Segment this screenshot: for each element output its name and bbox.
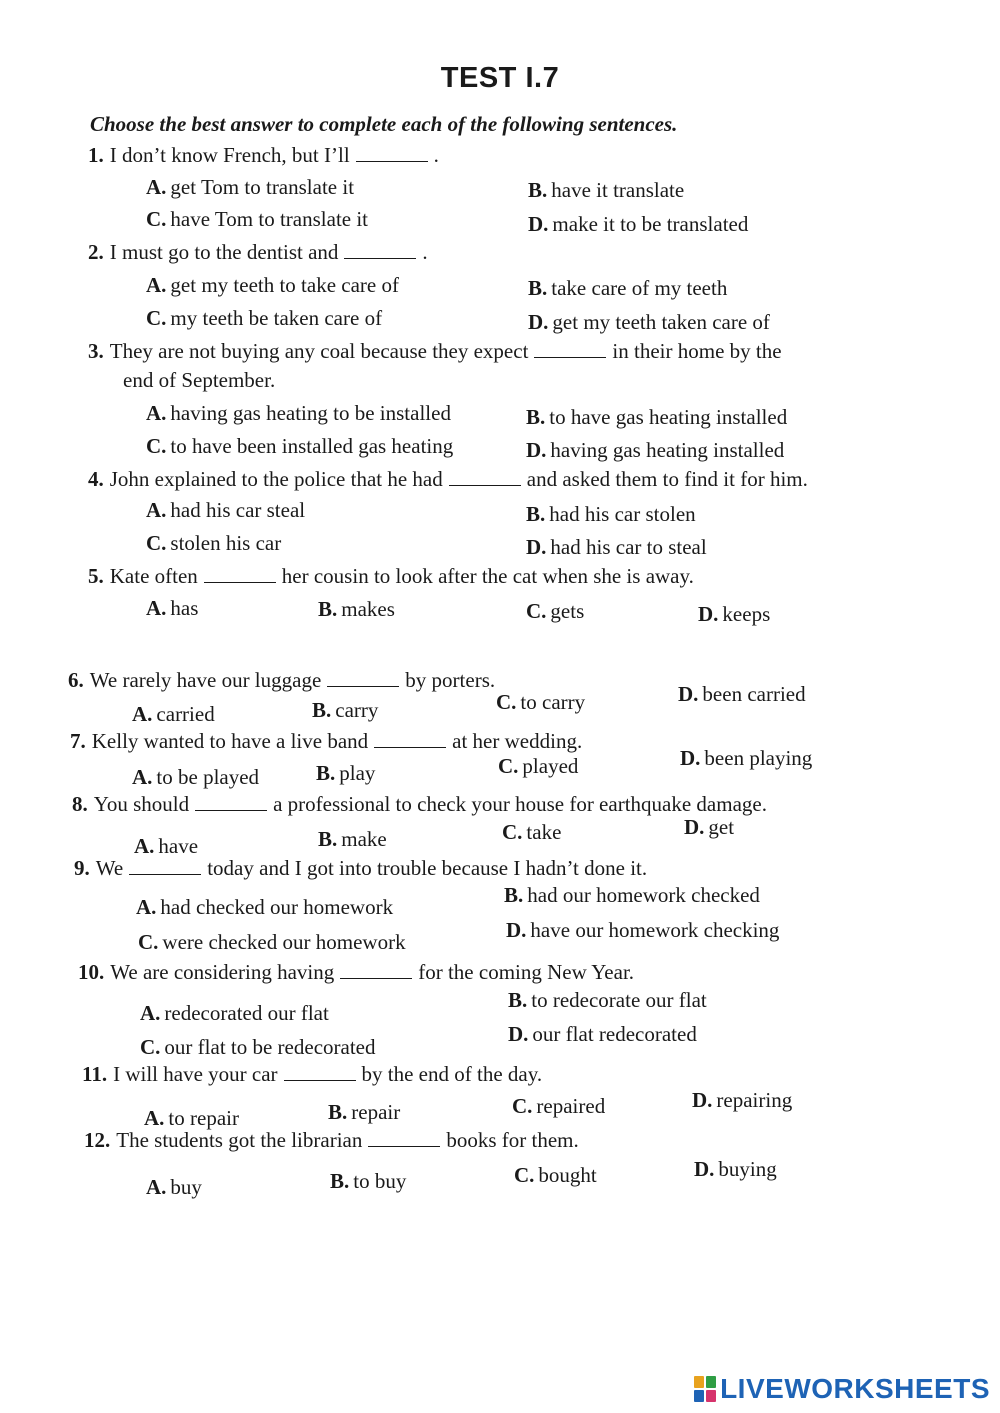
option-text: play bbox=[339, 761, 376, 785]
question-3 bbox=[88, 339, 782, 364]
option-text: our flat to be redecorated bbox=[164, 1035, 376, 1059]
question-text-after: a professional to check your house for earthquake damage. bbox=[273, 792, 767, 816]
option-letter: B. bbox=[312, 698, 332, 722]
option-text: have Tom to translate it bbox=[170, 207, 369, 231]
option-letter: C. bbox=[140, 1035, 161, 1059]
option-b[interactable] bbox=[330, 1169, 406, 1194]
option-c[interactable] bbox=[138, 930, 406, 955]
option-text: my teeth be taken care of bbox=[170, 306, 383, 330]
option-letter: A. bbox=[146, 401, 167, 425]
option-d[interactable] bbox=[698, 602, 770, 627]
option-letter: A. bbox=[144, 1106, 165, 1130]
question-number: 2. bbox=[88, 240, 104, 264]
question-number: 7. bbox=[70, 729, 86, 753]
option-letter: C. bbox=[502, 820, 523, 844]
answer-blank[interactable] bbox=[195, 792, 267, 811]
option-letter: B. bbox=[504, 883, 524, 907]
question-12 bbox=[84, 1128, 579, 1153]
option-letter: C. bbox=[146, 531, 167, 555]
question-text-before: We rarely have our luggage bbox=[89, 668, 322, 692]
option-d[interactable] bbox=[694, 1157, 777, 1182]
option-text: had checked our homework bbox=[160, 895, 394, 919]
option-letter: C. bbox=[146, 207, 167, 231]
question-10 bbox=[78, 960, 634, 985]
answer-blank[interactable] bbox=[356, 143, 428, 162]
option-d[interactable] bbox=[684, 815, 734, 840]
option-text: having gas heating to be installed bbox=[170, 401, 451, 425]
option-letter: D. bbox=[698, 602, 719, 626]
question-text-before: I don’t know French, but I’ll bbox=[109, 143, 350, 167]
option-letter: A. bbox=[146, 175, 167, 199]
option-letter: D. bbox=[526, 438, 547, 462]
question-4 bbox=[88, 467, 808, 492]
option-letter: B. bbox=[508, 988, 528, 1012]
option-letter: D. bbox=[678, 682, 699, 706]
option-text: to redecorate our flat bbox=[531, 988, 707, 1012]
answer-blank[interactable] bbox=[129, 856, 201, 875]
question-number: 11. bbox=[82, 1062, 108, 1086]
option-text: repaired bbox=[536, 1094, 606, 1118]
brand-name: LIVEWORKSHEETS bbox=[720, 1373, 990, 1404]
option-text: get bbox=[708, 815, 735, 839]
option-c[interactable] bbox=[146, 434, 453, 459]
question-text-after: at her wedding. bbox=[452, 729, 583, 753]
option-d[interactable] bbox=[678, 682, 806, 707]
question-9 bbox=[74, 856, 647, 881]
option-letter: C. bbox=[138, 930, 159, 954]
option-d[interactable] bbox=[692, 1088, 792, 1113]
question-text-after: by the end of the day. bbox=[361, 1062, 543, 1086]
option-b[interactable] bbox=[316, 761, 375, 786]
option-text: to be played bbox=[156, 765, 260, 789]
question-11 bbox=[82, 1062, 542, 1087]
option-letter: A. bbox=[140, 1001, 161, 1025]
option-letter: C. bbox=[496, 690, 517, 714]
option-text: have our homework checking bbox=[530, 918, 780, 942]
option-letter: D. bbox=[692, 1088, 713, 1112]
option-a[interactable] bbox=[132, 765, 259, 790]
question-text-before: Kelly wanted to have a live band bbox=[91, 729, 369, 753]
option-text: make bbox=[341, 827, 387, 851]
question-text-after: her cousin to look after the cat when she is away. bbox=[281, 564, 694, 588]
option-b[interactable] bbox=[528, 178, 684, 203]
option-b[interactable] bbox=[328, 1100, 400, 1125]
option-letter: D. bbox=[526, 535, 547, 559]
option-letter: D. bbox=[528, 310, 549, 334]
option-text: repair bbox=[351, 1100, 401, 1124]
page-title: TEST I.7 bbox=[440, 62, 560, 94]
option-letter: B. bbox=[328, 1100, 348, 1124]
question-1 bbox=[88, 143, 439, 168]
option-text: repairing bbox=[716, 1088, 793, 1112]
option-text: have bbox=[158, 834, 199, 858]
option-letter: D. bbox=[508, 1022, 529, 1046]
option-letter: A. bbox=[146, 273, 167, 297]
option-d[interactable] bbox=[528, 212, 748, 237]
question-text-after: books for them. bbox=[446, 1128, 579, 1152]
option-a[interactable] bbox=[146, 273, 399, 298]
question-text-before: Kate often bbox=[109, 564, 198, 588]
option-letter: B. bbox=[330, 1169, 350, 1193]
option-text: were checked our homework bbox=[162, 930, 406, 954]
option-letter: C. bbox=[498, 754, 519, 778]
option-letter: B. bbox=[316, 761, 336, 785]
option-letter: D. bbox=[506, 918, 527, 942]
option-letter: A. bbox=[134, 834, 155, 858]
question-6 bbox=[68, 668, 495, 693]
question-text-before: I must go to the dentist and bbox=[109, 240, 339, 264]
option-letter: A. bbox=[146, 596, 167, 620]
question-text-before: We are considering having bbox=[110, 960, 335, 984]
option-text: buy bbox=[170, 1175, 202, 1199]
answer-blank[interactable] bbox=[344, 240, 416, 259]
option-d[interactable] bbox=[528, 310, 770, 335]
option-a[interactable] bbox=[132, 702, 215, 727]
option-b[interactable] bbox=[526, 502, 696, 527]
option-text: had our homework checked bbox=[527, 883, 760, 907]
option-text: get my teeth taken care of bbox=[552, 310, 770, 334]
question-number: 5. bbox=[88, 564, 104, 588]
question-2 bbox=[88, 240, 428, 265]
question-text-before: You should bbox=[93, 792, 190, 816]
option-c[interactable] bbox=[140, 1035, 375, 1060]
question-7 bbox=[70, 729, 582, 754]
option-text: had his car stolen bbox=[549, 502, 696, 526]
option-text: stolen his car bbox=[170, 531, 282, 555]
option-b[interactable] bbox=[526, 405, 787, 430]
option-b[interactable] bbox=[318, 827, 387, 852]
question-text-after: for the coming New Year. bbox=[418, 960, 635, 984]
option-text: make it to be translated bbox=[552, 212, 749, 236]
option-c[interactable] bbox=[502, 820, 561, 845]
option-text: to buy bbox=[353, 1169, 407, 1193]
option-c[interactable] bbox=[526, 599, 584, 624]
option-letter: D. bbox=[528, 212, 549, 236]
option-c[interactable] bbox=[512, 1094, 605, 1119]
option-text: take bbox=[526, 820, 562, 844]
answer-blank[interactable] bbox=[449, 467, 521, 486]
option-b[interactable] bbox=[318, 597, 395, 622]
option-text: get my teeth to take care of bbox=[170, 273, 399, 297]
option-c[interactable] bbox=[498, 754, 578, 779]
option-letter: D. bbox=[680, 746, 701, 770]
option-letter: B. bbox=[526, 405, 546, 429]
question-text-after: . bbox=[422, 240, 428, 264]
option-letter: A. bbox=[146, 1175, 167, 1199]
option-text: to have gas heating installed bbox=[549, 405, 788, 429]
question-continuation: end of September. bbox=[123, 368, 276, 392]
option-a[interactable] bbox=[146, 175, 354, 200]
option-c[interactable] bbox=[146, 306, 382, 331]
option-text: makes bbox=[341, 597, 395, 621]
option-letter: B. bbox=[318, 597, 338, 621]
option-b[interactable] bbox=[528, 276, 727, 301]
question-text-after: and asked them to find it for him. bbox=[526, 467, 808, 491]
option-text: carried bbox=[156, 702, 215, 726]
option-letter: D. bbox=[694, 1157, 715, 1181]
option-text: get Tom to translate it bbox=[170, 175, 355, 199]
option-text: keeps bbox=[722, 602, 771, 626]
instructions: Choose the best answer to complete each of the following sentences. bbox=[90, 112, 678, 136]
question-5 bbox=[88, 564, 694, 589]
option-d[interactable] bbox=[508, 1022, 697, 1047]
option-c[interactable] bbox=[146, 531, 281, 556]
option-text: to have been installed gas heating bbox=[170, 434, 454, 458]
question-text-after: . bbox=[433, 143, 439, 167]
option-a[interactable] bbox=[140, 1001, 329, 1026]
option-text: had his car to steal bbox=[550, 535, 707, 559]
question-number: 1. bbox=[88, 143, 104, 167]
option-b[interactable] bbox=[508, 988, 707, 1013]
question-text-before: The students got the librarian bbox=[116, 1128, 363, 1152]
option-letter: B. bbox=[528, 178, 548, 202]
option-b[interactable] bbox=[504, 883, 760, 908]
option-a[interactable] bbox=[146, 498, 305, 523]
answer-blank[interactable] bbox=[368, 1128, 440, 1147]
option-a[interactable] bbox=[146, 596, 198, 621]
option-letter: A. bbox=[132, 702, 153, 726]
question-text-before: We bbox=[95, 856, 124, 880]
question-text-after: by porters. bbox=[405, 668, 496, 692]
option-letter: A. bbox=[136, 895, 157, 919]
answer-blank[interactable] bbox=[374, 729, 446, 748]
option-a[interactable] bbox=[136, 895, 393, 920]
option-letter: D. bbox=[684, 815, 705, 839]
question-number: 8. bbox=[72, 792, 88, 816]
option-d[interactable] bbox=[680, 746, 812, 771]
answer-blank[interactable] bbox=[204, 564, 276, 583]
option-letter: C. bbox=[146, 306, 167, 330]
option-d[interactable] bbox=[526, 535, 707, 560]
question-number: 6. bbox=[68, 668, 84, 692]
logo-icon bbox=[694, 1376, 716, 1402]
option-letter: C. bbox=[512, 1094, 533, 1118]
question-text-after: today and I got into trouble because I hadn’t done it. bbox=[207, 856, 648, 880]
answer-blank[interactable] bbox=[534, 339, 606, 358]
option-text: having gas heating installed bbox=[550, 438, 785, 462]
question-number: 9. bbox=[74, 856, 90, 880]
option-letter: C. bbox=[526, 599, 547, 623]
option-text: our flat redecorated bbox=[532, 1022, 697, 1046]
option-c[interactable] bbox=[146, 207, 368, 232]
option-letter: B. bbox=[318, 827, 338, 851]
option-a[interactable] bbox=[146, 401, 451, 426]
option-letter: C. bbox=[514, 1163, 535, 1187]
option-text: redecorated our flat bbox=[164, 1001, 329, 1025]
option-text: carry bbox=[335, 698, 379, 722]
option-a[interactable] bbox=[146, 1175, 202, 1200]
option-d[interactable] bbox=[526, 438, 784, 463]
question-text-before: John explained to the police that he had bbox=[109, 467, 443, 491]
option-text: had his car steal bbox=[170, 498, 306, 522]
option-text: bought bbox=[538, 1163, 597, 1187]
answer-blank[interactable] bbox=[284, 1062, 356, 1081]
answer-blank[interactable] bbox=[327, 668, 399, 687]
option-text: been carried bbox=[702, 682, 806, 706]
question-text-before: They are not buying any coal because they expect bbox=[109, 339, 529, 363]
question-text-after: in their home by the bbox=[612, 339, 782, 363]
option-text: played bbox=[522, 754, 579, 778]
option-c[interactable] bbox=[514, 1163, 597, 1188]
option-letter: B. bbox=[526, 502, 546, 526]
question-number: 3. bbox=[88, 339, 104, 363]
option-d[interactable] bbox=[506, 918, 779, 943]
question-number: 10. bbox=[78, 960, 105, 984]
option-letter: A. bbox=[132, 765, 153, 789]
option-text: have it translate bbox=[551, 178, 685, 202]
question-number: 12. bbox=[84, 1128, 111, 1152]
option-letter: A. bbox=[146, 498, 167, 522]
option-b[interactable] bbox=[312, 698, 378, 723]
option-text: to repair bbox=[168, 1106, 239, 1130]
option-letter: B. bbox=[528, 276, 548, 300]
option-c[interactable] bbox=[496, 690, 585, 715]
option-letter: C. bbox=[146, 434, 167, 458]
answer-blank[interactable] bbox=[340, 960, 412, 979]
question-number: 4. bbox=[88, 467, 104, 491]
liveworksheets-logo bbox=[694, 1371, 990, 1407]
question-8 bbox=[72, 792, 767, 817]
option-text: buying bbox=[718, 1157, 777, 1181]
option-text: has bbox=[170, 596, 199, 620]
question-text-before: I will have your car bbox=[113, 1062, 278, 1086]
option-text: to carry bbox=[520, 690, 586, 714]
option-text: take care of my teeth bbox=[551, 276, 728, 300]
option-text: gets bbox=[550, 599, 585, 623]
option-text: been playing bbox=[704, 746, 813, 770]
